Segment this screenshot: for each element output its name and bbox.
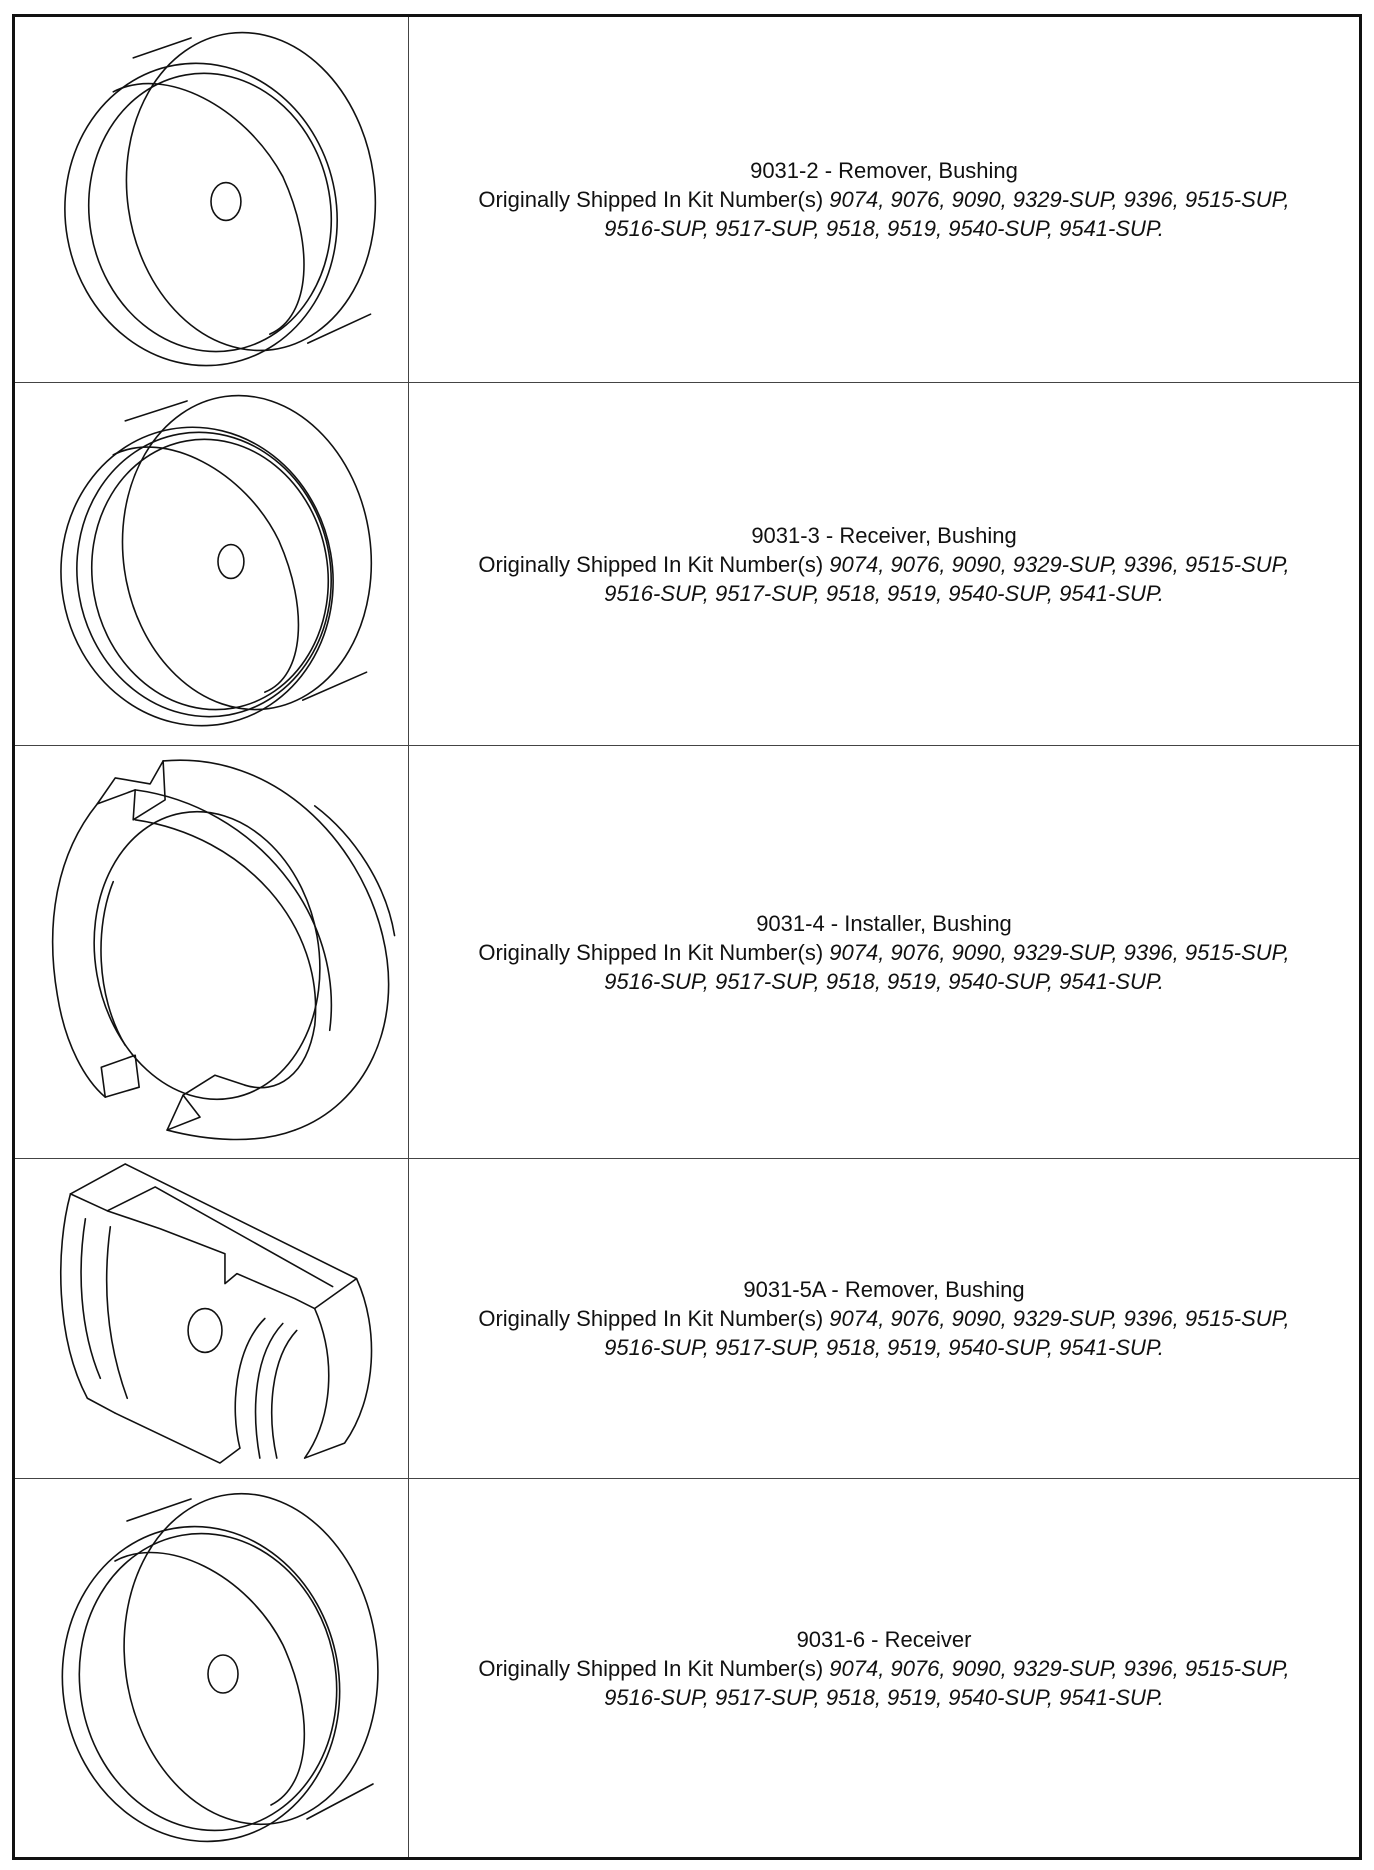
part-title: 9031-3 - Receiver, Bushing [751, 522, 1017, 548]
shipped-in-line [478, 1304, 1289, 1333]
remover-bushing-block-illustration [15, 1159, 408, 1478]
part-description [409, 1159, 1359, 1478]
kit-numbers: 9074, 9076, 9090, 9329-SUP, 9396, 9515-SUP, [829, 1306, 1290, 1331]
receiver-bushing-disc-illustration [15, 383, 408, 745]
part-title: 9031-6 - Receiver [796, 1626, 972, 1652]
kit-numbers: 9074, 9076, 9090, 9329-SUP, 9396, 9515-SUP, [829, 1655, 1290, 1681]
part-row-9031-2 [15, 17, 1359, 383]
part-title: 9031-4 - Installer, Bushing [756, 910, 1012, 936]
part-description [409, 1479, 1359, 1857]
kit-numbers-continued: 9516-SUP, 9517-SUP, 9518, 9519, 9540-SUP, 9541-SUP. [604, 216, 1164, 241]
part-image-cell [15, 383, 409, 745]
shipped-in-line [478, 1654, 1289, 1683]
parts-table [12, 14, 1362, 1860]
shipped-label: Originally Shipped In Kit Number(s) [478, 1306, 824, 1331]
shipped-label: Originally Shipped In Kit Number(s) [478, 551, 824, 577]
kit-numbers-continued: 9516-SUP, 9517-SUP, 9518, 9519, 9540-SUP, 9541-SUP. [604, 1335, 1164, 1360]
part-title: 9031-2 - Remover, Bushing [750, 158, 1018, 183]
kit-numbers-continued: 9516-SUP, 9517-SUP, 9518, 9519, 9540-SUP, 9541-SUP. [604, 1684, 1164, 1710]
part-row-9031-6 [15, 1479, 1359, 1857]
shipped-in-line [478, 938, 1289, 967]
part-image-cell [15, 746, 409, 1158]
kit-numbers: 9074, 9076, 9090, 9329-SUP, 9396, 9515-SUP, [829, 551, 1290, 577]
part-image-cell [15, 1479, 409, 1857]
kit-numbers: 9074, 9076, 9090, 9329-SUP, 9396, 9515-SUP, [829, 939, 1290, 965]
remover-bushing-disc-illustration [15, 17, 408, 382]
kit-numbers: 9074, 9076, 9090, 9329-SUP, 9396, 9515-SUP, [829, 187, 1290, 212]
shipped-in-line [478, 185, 1289, 214]
part-description [409, 17, 1359, 382]
receiver-disc-illustration [15, 1479, 408, 1857]
kit-numbers-continued: 9516-SUP, 9517-SUP, 9518, 9519, 9540-SUP, 9541-SUP. [604, 580, 1164, 606]
part-image-cell [15, 1159, 409, 1478]
installer-bushing-illustration [15, 746, 408, 1158]
part-description [409, 746, 1359, 1158]
shipped-in-line [478, 550, 1289, 579]
kit-numbers-continued: 9516-SUP, 9517-SUP, 9518, 9519, 9540-SUP, 9541-SUP. [604, 968, 1164, 994]
part-description [409, 383, 1359, 745]
shipped-label: Originally Shipped In Kit Number(s) [478, 939, 824, 965]
part-title: 9031-5A - Remover, Bushing [743, 1277, 1025, 1302]
shipped-label: Originally Shipped In Kit Number(s) [478, 187, 824, 212]
shipped-label: Originally Shipped In Kit Number(s) [478, 1655, 824, 1681]
part-row-9031-3 [15, 383, 1359, 746]
part-image-cell [15, 17, 409, 382]
part-row-9031-5a [15, 1159, 1359, 1479]
part-row-9031-4 [15, 746, 1359, 1159]
